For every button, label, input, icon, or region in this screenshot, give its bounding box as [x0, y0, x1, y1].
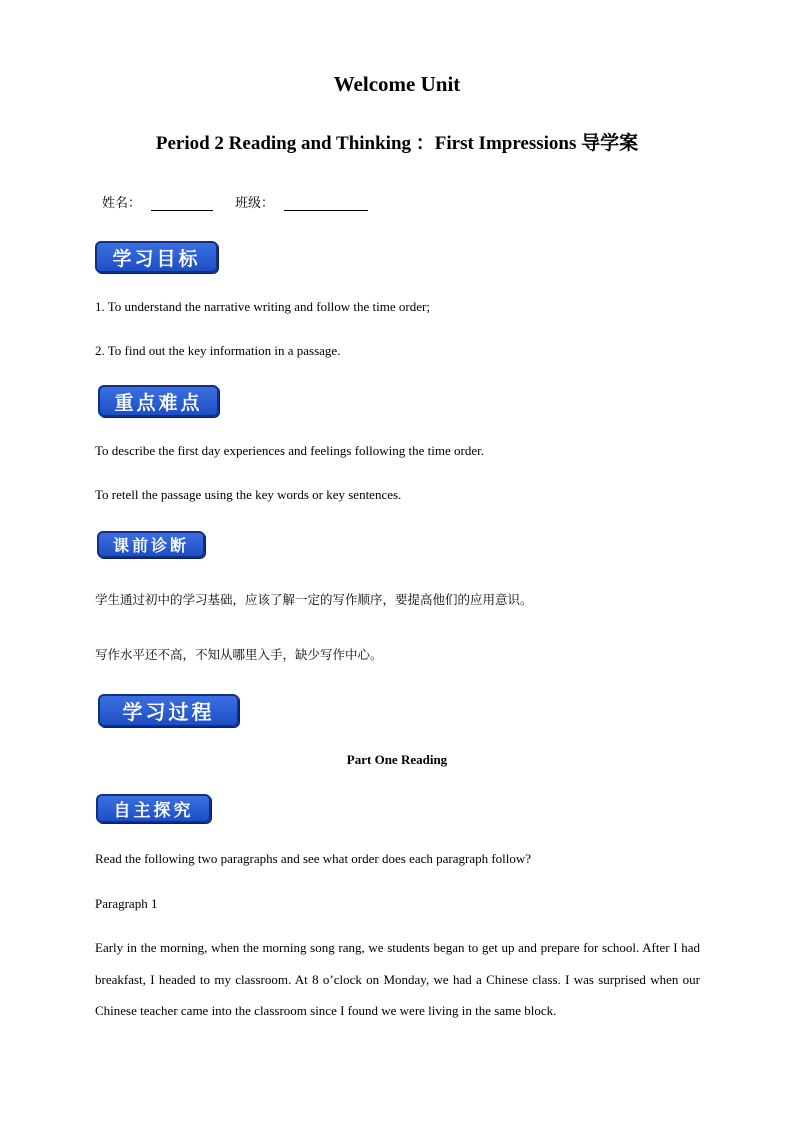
- self-study-instruction: Read the following two paragraphs and see what order does each paragraph follow?: [95, 851, 532, 866]
- goal-item-2: 2. To find out the key information in a passage.: [95, 343, 341, 358]
- name-label: 姓名：: [102, 196, 142, 211]
- document-subtitle: Period 2 Reading and Thinking ：First Impressions 导学案: [155, 133, 639, 154]
- self-study-badge: 自主探究: [96, 794, 211, 823]
- diagnosis-item-2: 写作水平还不高，不知从哪里入手，缺少写作中心。: [95, 647, 383, 662]
- key-point-item-1: To describe the first day experiences and feelings following the time order.: [95, 443, 484, 458]
- class-blank[interactable]: [284, 194, 368, 211]
- paragraph-label: Paragraph 1: [95, 896, 158, 911]
- process-badge: 学习过程: [98, 694, 239, 727]
- student-info: [102, 192, 368, 211]
- part-one-heading: Part One Reading: [346, 752, 448, 767]
- goal-item-1: 1. To understand the narrative writing and follow the time order;: [95, 299, 430, 314]
- key-point-item-2: To retell the passage using the key words or key sentences.: [95, 487, 402, 502]
- paragraph-text: Early in the morning, when the morning song rang, we students began to get up and prepare for school. After I had breakfast, I headed to my classroom. At 8 o’clock on Monday, we had a Chinese class. I was surprised when our Chinese teacher came into the classroom since I found we were living in the same block.: [95, 940, 700, 1018]
- document-title: Welcome Unit: [333, 72, 461, 96]
- diagnosis-badge: 课前诊断: [97, 531, 205, 558]
- class-label: 班级：: [235, 196, 275, 211]
- key-points-badge: 重点难点: [98, 385, 219, 417]
- diagnosis-item-1: 学生通过初中的学习基础，应该了解一定的写作顺序，要提高他们的应用意识。: [95, 592, 533, 607]
- goals-badge: 学习目标: [95, 241, 218, 273]
- name-blank[interactable]: [151, 194, 213, 211]
